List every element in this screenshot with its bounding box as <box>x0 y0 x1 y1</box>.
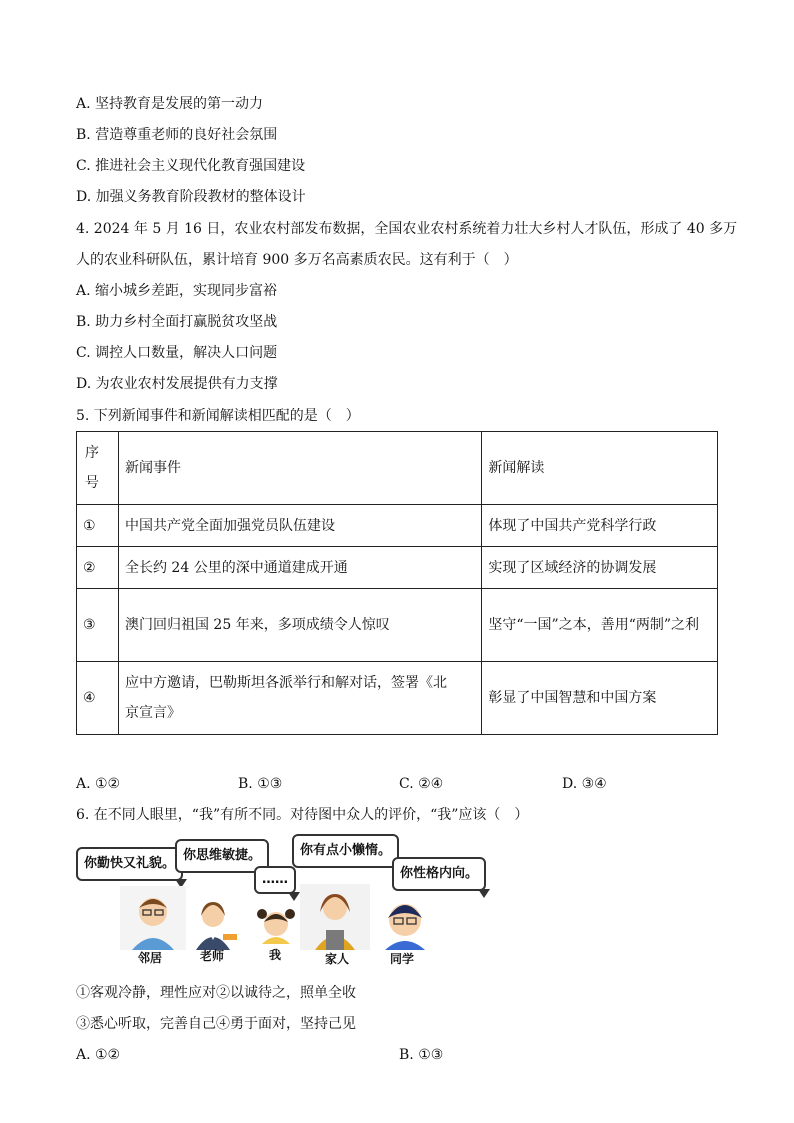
speech-bubble-teacher: 你思维敏捷。 <box>175 839 269 873</box>
row-event: 应中方邀请，巴勒斯坦各派举行和解对话，签署《北京宣言》 <box>118 662 481 735</box>
q4-option-b: B. 助力乡村全面打赢脱贫攻坚战 <box>76 314 278 330</box>
table-row <box>77 662 718 735</box>
label-teacher: 老师 <box>200 949 225 963</box>
speech-bubble-family: 你有点小懒惰。 <box>292 834 399 868</box>
row-index: ① <box>77 505 119 547</box>
q4-option-a: A. 缩小城乡差距，实现同步富裕 <box>76 283 278 299</box>
label-family: 家人 <box>325 952 350 966</box>
table-row <box>77 505 718 547</box>
q3-option-a: A. 坚持教育是发展的第一动力 <box>76 96 264 112</box>
news-table <box>76 431 718 735</box>
row-event: 全长约 24 公里的深中通道建成开通 <box>118 547 481 589</box>
row-interpretation: 实现了区域经济的协调发展 <box>482 547 718 589</box>
table-header-row <box>77 432 718 505</box>
q3-option-c: C. 推进社会主义现代化教育强国建设 <box>76 158 306 174</box>
teacher-figure-icon <box>196 902 237 950</box>
row-event: 澳门回归祖国 25 年来，多项成绩令人惊叹 <box>118 589 481 662</box>
row-interpretation: 体现了中国共产党科学行政 <box>482 505 718 547</box>
row-index: ③ <box>77 589 119 662</box>
q5-stem: 5. 下列新闻事件和新闻解读相匹配的是（ ） <box>76 408 360 424</box>
row-interpretation: 坚守“一国”之本，善用“两制”之利 <box>482 589 718 662</box>
table-row <box>77 589 718 662</box>
row-event: 中国共产党全面加强党员队伍建设 <box>118 505 481 547</box>
row-index: ④ <box>77 662 119 735</box>
header-index: 序号 <box>77 432 119 505</box>
q5-option-a: A. ①② <box>76 776 121 792</box>
q4-stem-line2: 人的农业科研队伍，累计培育 900 多万名高素质农民。这有利于（ ） <box>76 252 518 268</box>
me-figure-icon <box>257 909 295 944</box>
q4-stem-line1: 4. 2024 年 5 月 16 日，农业农村部发布数据，全国农业农村系统着力壮大乡村人才队伍，形成了 40 多万 <box>76 221 738 237</box>
header-interpretation: 新闻解读 <box>482 432 718 505</box>
q3-option-b: B. 营造尊重老师的良好社会氛围 <box>76 127 278 143</box>
label-classmate: 同学 <box>390 952 415 966</box>
q6-stem: 6. 在不同人眼里，“我”有所不同。对待图中众人的评价，“我”应该（ ） <box>76 807 529 823</box>
q5-option-b: B. ①③ <box>238 776 283 792</box>
people-illustration <box>110 878 440 950</box>
label-neighbor: 邻居 <box>138 951 163 965</box>
family-figure-icon <box>300 884 370 950</box>
q6-option-a: A. ①② <box>76 1047 121 1063</box>
q6-statements-line2: ③悉心听取，完善自己④勇于面对，坚持己见 <box>76 1016 356 1032</box>
q5-option-c: C. ②④ <box>399 776 444 792</box>
header-event: 新闻事件 <box>118 432 481 505</box>
classmate-figure-icon <box>385 904 425 950</box>
q4-option-d: D. 为农业农村发展提供有力支撑 <box>76 376 278 392</box>
q6-statements-line1: ①客观冷静，理性应对②以诚待之，照单全收 <box>76 985 356 1001</box>
row-interpretation: 彰显了中国智慧和中国方案 <box>482 662 718 735</box>
table-row <box>77 547 718 589</box>
row-index: ② <box>77 547 119 589</box>
q6-option-b: B. ①③ <box>399 1047 444 1063</box>
q5-option-d: D. ③④ <box>562 776 607 792</box>
q3-option-d: D. 加强义务教育阶段教材的整体设计 <box>76 189 306 205</box>
q4-option-c: C. 调控人口数量，解决人口问题 <box>76 345 278 361</box>
neighbor-figure-icon <box>120 886 186 950</box>
speech-bubble-neighbor: 你勤快又礼貌。 <box>76 847 183 881</box>
speech-bubble-classmate: 你性格内向。 <box>392 857 486 891</box>
speech-bubble-me: …… <box>254 866 296 894</box>
label-me: 我 <box>269 948 282 962</box>
